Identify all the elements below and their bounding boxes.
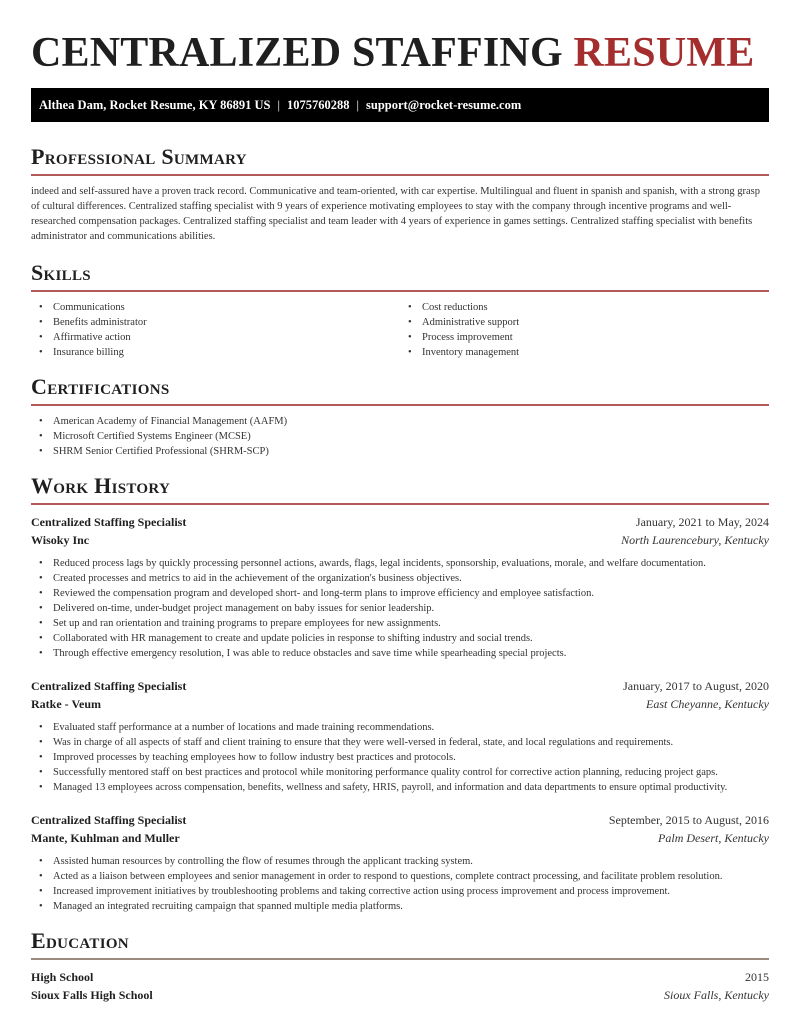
resume-title xyxy=(31,30,769,76)
title-accent: RESUME xyxy=(573,30,755,76)
job-company: Mante, Kuhlman and Muller xyxy=(31,831,180,845)
section-heading: Education xyxy=(31,928,129,953)
skill-item: • Affirmative action xyxy=(31,330,400,345)
skills-section xyxy=(31,260,769,360)
job-company: Wisoky Inc xyxy=(31,533,90,547)
separator: | xyxy=(277,98,280,112)
job-title: Centralized Staffing Specialist xyxy=(31,813,187,827)
job-dates: September, 2015 to August, 2016 xyxy=(608,813,769,827)
job-dates: January, 2021 to May, 2024 xyxy=(635,515,769,529)
skill-item: • Insurance billing xyxy=(31,345,400,360)
job-bullet: • Was in charge of all aspects of staff and client training to ensure that they were well-versed in federal, state, and local regulations and requirements. xyxy=(31,735,769,750)
job-entry xyxy=(31,513,769,661)
job-location: East Cheyanne, Kentucky xyxy=(646,697,769,711)
skills-left-list xyxy=(31,300,400,360)
title-main: CENTRALIZED STAFFING xyxy=(31,30,563,76)
certification-item: • Microsoft Certified Systems Engineer (MCSE) xyxy=(31,429,769,444)
education-location: Sioux Falls, Kentucky xyxy=(664,988,769,1002)
job-bullet: • Managed 13 employees across compensation, benefits, wellness and safety, HRIS, payroll, and information and data departments to ensure optimal productivity. xyxy=(31,780,769,795)
skill-item: • Cost reductions xyxy=(400,300,769,315)
skill-item: • Administrative support xyxy=(400,315,769,330)
education-degree: High School xyxy=(31,970,94,984)
summary-section xyxy=(31,144,769,244)
job-dates: January, 2017 to August, 2020 xyxy=(623,679,769,693)
job-bullet: • Acted as a liaison between employees and senior management in order to respond to questions, complete contract processing, and facilitate problem resolution. xyxy=(31,869,769,884)
skill-item: • Communications xyxy=(31,300,400,315)
job-bullet: • Through effective emergency resolution, I was able to reduce obstacles and save time while spearheading special projects. xyxy=(31,646,769,661)
skills-right-list xyxy=(400,300,769,360)
certification-item: • SHRM Senior Certified Professional (SHRM-SCP) xyxy=(31,444,769,459)
job-bullet: • Evaluated staff performance at a number of locations and made training recommendations. xyxy=(31,720,769,735)
certifications-section xyxy=(31,374,769,459)
job-bullet: • Improved processes by teaching employees how to follow industry best practices and protocols. xyxy=(31,750,769,765)
job-location: North Laurencebury, Kentucky xyxy=(621,533,769,547)
job-bullet: • Delivered on-time, under-budget project management on baby issues for senior leadership. xyxy=(31,601,769,616)
job-bullet: • Reviewed the compensation program and developed short- and long-term plans to improve efficiency and employee satisfaction. xyxy=(31,586,769,601)
job-bullet: • Assisted human resources by controlling the flow of resumes through the applicant tracking system. xyxy=(31,854,769,869)
job-title: Centralized Staffing Specialist xyxy=(31,679,187,693)
education-year: 2015 xyxy=(745,970,769,984)
contact-bar xyxy=(31,88,769,122)
skill-item: • Inventory management xyxy=(400,345,769,360)
certifications-list xyxy=(31,414,769,459)
job-bullets xyxy=(31,556,769,661)
work-history-section xyxy=(31,473,769,914)
job-location: Palm Desert, Kentucky xyxy=(658,831,769,845)
job-bullets xyxy=(31,854,769,914)
contact-email[interactable]: support@rocket-resume.com xyxy=(366,98,522,112)
skill-item: • Benefits administrator xyxy=(31,315,400,330)
section-divider xyxy=(31,290,769,292)
education-section xyxy=(31,928,769,1004)
job-bullet: • Reduced process lags by quickly processing personnel actions, awards, flags, legal incidents, sponsorship, evaluations, morale, and welfare documentation. xyxy=(31,556,769,571)
job-bullet: • Created processes and metrics to aid in the achievement of the organization's business objectives. xyxy=(31,571,769,586)
section-heading: Professional Summary xyxy=(31,144,247,169)
contact-phone: 1075760288 xyxy=(286,98,350,112)
job-bullets xyxy=(31,720,769,795)
skill-item: • Process improvement xyxy=(400,330,769,345)
section-heading: Skills xyxy=(31,260,91,285)
contact-address: Althea Dam, Rocket Resume, KY 86891 US xyxy=(39,98,271,112)
job-bullet: • Increased improvement initiatives by troubleshooting problems and taking corrective action using process improvement and process improvement. xyxy=(31,884,769,899)
education-school: Sioux Falls High School xyxy=(31,988,153,1002)
section-divider xyxy=(31,174,769,176)
section-heading: Certifications xyxy=(31,374,170,399)
job-entry xyxy=(31,677,769,795)
section-divider xyxy=(31,958,769,960)
job-bullet: • Set up and ran orientation and training programs to prepare employees for new assignments. xyxy=(31,616,769,631)
section-divider xyxy=(31,404,769,406)
summary-text: indeed and self-assured have a proven track record. Communicative and team-oriented, with car expertise. Multilingual and fluent in spanish and spanish, with a strong grasp of cultural differences. Centralized staffing specialist with 9 years of experience motivating employees to stay with the company through incentive programs and well-researched compensation packages. Centralized staffing specialist and team leader with 4 years of experience in games settings. Centralized staffing specialist with benefits administrator and communications abilities. xyxy=(31,186,760,242)
section-divider xyxy=(31,503,769,505)
job-bullet: • Managed an integrated recruiting campaign that spanned multiple media platforms. xyxy=(31,899,769,914)
job-title: Centralized Staffing Specialist xyxy=(31,515,187,529)
job-entry xyxy=(31,811,769,914)
job-bullet: • Collaborated with HR management to create and update policies in response to shifting industry and social trends. xyxy=(31,631,769,646)
separator: | xyxy=(356,98,359,112)
certification-item: • American Academy of Financial Management (AAFM) xyxy=(31,414,769,429)
job-company: Ratke - Veum xyxy=(31,697,102,711)
job-bullet: • Successfully mentored staff on best practices and protocol while monitoring performance quality control for corrective action planning, reducing project gaps. xyxy=(31,765,769,780)
section-heading: Work History xyxy=(31,473,171,498)
